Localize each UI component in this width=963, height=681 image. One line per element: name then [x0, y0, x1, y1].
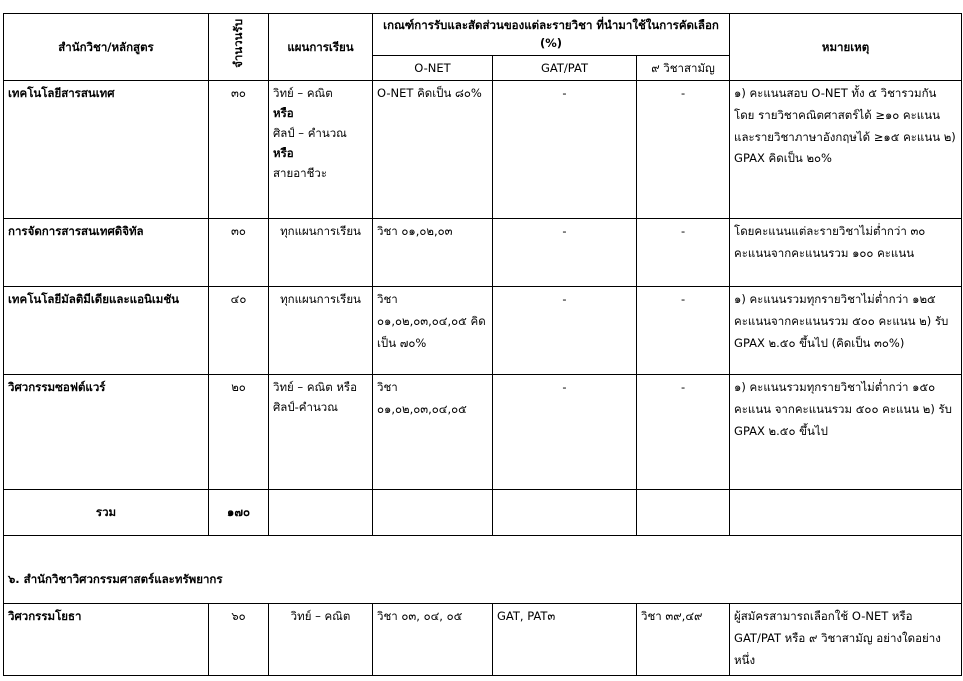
- program-name: เทคโนโลยีสารสนเทศ: [4, 80, 209, 218]
- onet-cell: วิชา ๐๑,๐๒,๐๓,๐๔,๐๕: [373, 374, 493, 489]
- onet-cell: O-NET คิดเป็น ๘๐%: [373, 80, 493, 218]
- remark-cell: ๑) คะแนนสอบ O-NET ทั้ง ๕ วิชารวมกัน โดย รายวิชาคณิตศาสตร์ได้ ≥๑๐ คะแนน และรายวิชาภาษาอังกฤษได้ ≥๑๕ คะแนน ๒) GPAX คิดเป็น ๒๐%: [730, 80, 962, 218]
- header-onet: O-NET: [373, 55, 493, 80]
- plan-line: หรือ: [273, 106, 294, 121]
- program-name: วิศวกรรมโยธา: [4, 603, 209, 675]
- table-row: [4, 286, 962, 374]
- gatpat-cell: -: [493, 80, 637, 218]
- table-row: [4, 374, 962, 489]
- onet-cell: วิชา ๐๓, ๐๔, ๐๕: [373, 603, 493, 675]
- section-title: ๖. สำนักวิชาวิศวกรรมศาสตร์และทรัพยากร: [4, 535, 962, 603]
- remark-cell: ๑) คะแนนรวมทุกรายวิชาไม่ต่ำกว่า ๑๒๕ คะแนนจากคะแนนรวม ๕๐๐ คะแนน ๒) รับ GPAX ๒.๕๐ ขึ้นไป (คิดเป็น ๓๐%): [730, 286, 962, 374]
- quota-value: ๖๐: [209, 603, 269, 675]
- onet-cell: วิชา ๐๑,๐๒,๐๓: [373, 218, 493, 286]
- quota-value: ๓๐: [209, 218, 269, 286]
- onet-cell: วิชา ๐๑,๐๒,๐๓,๐๔,๐๕ คิดเป็น ๗๐%: [373, 286, 493, 374]
- quota-value: ๒๐: [209, 374, 269, 489]
- header-nine: ๙ วิชาสามัญ: [637, 55, 730, 80]
- header-remark: หมายเหตุ: [730, 14, 962, 81]
- gatpat-cell: -: [493, 218, 637, 286]
- nine-cell: -: [637, 80, 730, 218]
- nine-cell: -: [637, 218, 730, 286]
- header-plan: แผนการเรียน: [269, 14, 373, 81]
- plan-cell: ทุกแผนการเรียน: [269, 218, 373, 286]
- gatpat-cell: -: [493, 374, 637, 489]
- total-label: รวม: [4, 489, 209, 535]
- table-row: [4, 603, 962, 675]
- table-row: [4, 80, 962, 218]
- nine-cell: วิชา ๓๙,๔๙: [637, 603, 730, 675]
- program-name: การจัดการสารสนเทศดิจิทัล: [4, 218, 209, 286]
- plan-cell: ทุกแผนการเรียน: [269, 286, 373, 374]
- total-row: [4, 489, 962, 535]
- remark-cell: ๑) คะแนนรวมทุกรายวิชาไม่ต่ำกว่า ๑๕๐ คะแนน จากคะแนนรวม ๕๐๐ คะแนน ๒) รับ GPAX ๒.๕๐ ขึ้นไป: [730, 374, 962, 489]
- admission-criteria-table: [3, 13, 962, 676]
- plan-line: หรือ: [273, 146, 294, 161]
- plan-line: สายอาชีวะ: [273, 166, 328, 181]
- header-criteria: เกณฑ์การรับและสัดส่วนของแต่ละรายวิชา ที่นำมาใช้ในการคัดเลือก (%): [373, 14, 730, 56]
- quota-value: ๔๐: [209, 286, 269, 374]
- gatpat-cell: -: [493, 286, 637, 374]
- nine-cell: -: [637, 374, 730, 489]
- plan-cell: วิทย์ – คณิต หรือ ศิลป์-คำนวณ: [269, 374, 373, 489]
- plan-cell: วิทย์ – คณิต: [269, 603, 373, 675]
- plan-line: ศิลป์ – คำนวณ: [273, 126, 347, 141]
- table-row: [4, 218, 962, 286]
- header-gatpat: GAT/PAT: [493, 55, 637, 80]
- remark-cell: โดยคะแนนแต่ละรายวิชาไม่ต่ำกว่า ๓๐ คะแนนจากคะแนนรวม ๑๐๐ คะแนน: [730, 218, 962, 286]
- header-faculty: สำนักวิชา/หลักสูตร: [4, 14, 209, 81]
- gatpat-cell: GAT, PAT๓: [493, 603, 637, 675]
- plan-cell: [269, 80, 373, 218]
- section-row: [4, 535, 962, 603]
- header-quota: จำนวนรับ: [209, 14, 269, 81]
- nine-cell: -: [637, 286, 730, 374]
- program-name: วิศวกรรมซอฟต์แวร์: [4, 374, 209, 489]
- plan-line: วิทย์ – คณิต: [273, 85, 333, 100]
- total-value: ๑๗๐: [209, 489, 269, 535]
- quota-value: ๓๐: [209, 80, 269, 218]
- remark-cell: ผู้สมัครสามารถเลือกใช้ O-NET หรือ GAT/PAT หรือ ๙ วิชาสามัญ อย่างใดอย่างหนึ่ง: [730, 603, 962, 675]
- program-name: เทคโนโลยีมัลติมีเดียและแอนิเมชัน: [4, 286, 209, 374]
